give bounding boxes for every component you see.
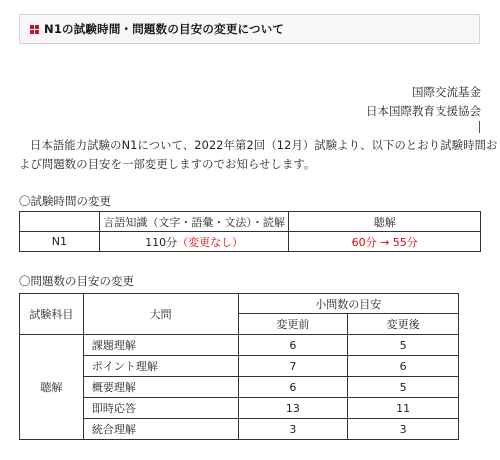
after-count-cell: 11 xyxy=(348,398,459,419)
header-cell-language-knowledge: 言語知識（文字・語彙・文法）・読解 xyxy=(99,212,289,232)
section-title-time: 〇試験時間の変更 xyxy=(19,194,111,208)
listening-time-cell: 60分 → 55分 xyxy=(289,232,481,252)
language-knowledge-time: 110分 xyxy=(145,235,178,249)
before-count-cell: 7 xyxy=(238,356,348,377)
table-row xyxy=(20,356,459,377)
after-count-cell: 3 xyxy=(348,419,459,440)
table-row xyxy=(20,398,459,419)
header-cell-empty xyxy=(20,212,100,232)
question-name-cell: 即時応答 xyxy=(83,398,238,419)
no-change-note: （変更なし） xyxy=(177,235,244,249)
before-count-cell: 6 xyxy=(238,377,348,398)
intro-line-1: 日本語能力試験のN1について、2022年第2回（12月）試験より、以下のとおり試験時間お xyxy=(30,139,498,152)
before-count-cell: 3 xyxy=(238,419,348,440)
org-name-1: 国際交流基金 xyxy=(412,85,481,99)
header-cell-before: 変更前 xyxy=(238,314,348,335)
question-name-cell: 統合理解 xyxy=(83,419,238,440)
question-name-cell: 概要理解 xyxy=(83,377,238,398)
header-cell-major: 大問 xyxy=(83,294,238,335)
text-cursor xyxy=(479,121,480,133)
time-change-table xyxy=(19,211,481,252)
before-count-cell: 6 xyxy=(238,335,348,356)
section-title-questions: 〇問題数の目安の変更 xyxy=(19,274,134,288)
table-row xyxy=(20,335,459,356)
org-name-2: 日本国際教育支援協会 xyxy=(366,104,481,118)
after-count-cell: 5 xyxy=(348,335,459,356)
table-header-row xyxy=(20,294,459,314)
after-count-cell: 5 xyxy=(348,377,459,398)
before-count-cell: 13 xyxy=(238,398,348,419)
question-count-table xyxy=(19,293,459,440)
header-cell-subject: 試験科目 xyxy=(20,294,84,335)
header-cell-listening: 聴解 xyxy=(289,212,481,232)
question-name-cell: ポイント理解 xyxy=(83,356,238,377)
table-header-row xyxy=(20,212,481,232)
header-cell-after: 変更後 xyxy=(348,314,459,335)
page-header xyxy=(19,14,480,44)
intro-paragraph xyxy=(19,136,498,174)
after-count-cell: 6 xyxy=(348,356,459,377)
header-cell-group: 小問数の目安 xyxy=(238,294,459,314)
grid-bullet-icon xyxy=(30,25,39,34)
question-name-cell: 課題理解 xyxy=(83,335,238,356)
table-row xyxy=(20,377,459,398)
subject-cell: 聴解 xyxy=(20,335,84,440)
language-knowledge-time-cell xyxy=(99,232,289,252)
intro-line-2: よび問題数の目安を一部変更しますのでお知らせします。 xyxy=(19,158,316,171)
table-row xyxy=(20,419,459,440)
page-title: N1の試験時間・問題数の目安の変更について xyxy=(44,22,285,36)
table-row xyxy=(20,232,481,252)
level-cell: N1 xyxy=(20,232,100,252)
